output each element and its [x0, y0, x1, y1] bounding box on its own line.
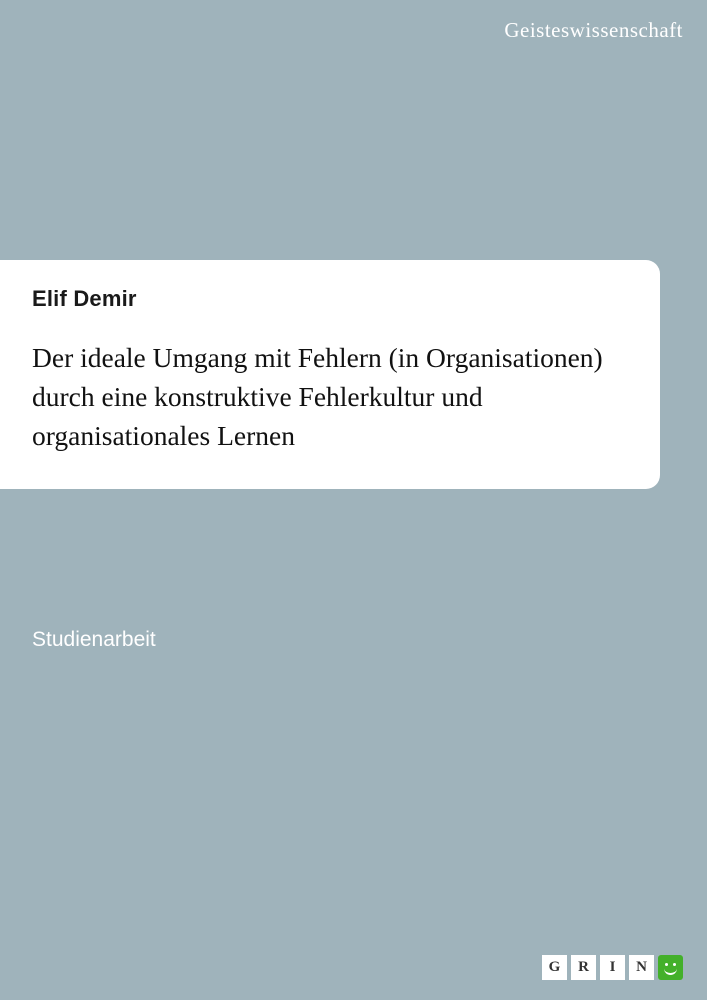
logo-letter-r: R — [571, 955, 596, 980]
logo-letter-i: I — [600, 955, 625, 980]
document-type-label: Studienarbeit — [32, 628, 156, 651]
category-label: Geisteswissenschaft — [504, 18, 683, 42]
author-name: Elif Demir — [32, 286, 137, 311]
grin-logo — [542, 955, 683, 980]
logo-letter-n: N — [629, 955, 654, 980]
page-title: Der ideale Umgang mit Fehlern (in Organisationen) durch eine konstruktive Fehlerkultur und organisationales Lernen — [32, 342, 603, 452]
logo-letter-g: G — [542, 955, 567, 980]
title-card — [0, 260, 660, 489]
smiley-icon — [658, 955, 683, 980]
